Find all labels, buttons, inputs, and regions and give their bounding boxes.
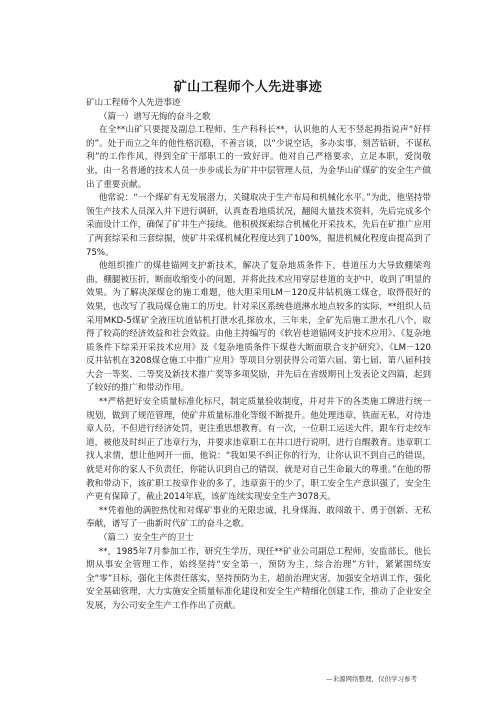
- paragraph: **凭着他的满腔热忱和对煤矿事业的无限忠诚，扎身煤海、敢闯敢干、勇于创新、无私奉献，谱写了一曲新时代矿工的奋斗之歌。: [86, 505, 431, 530]
- subtitle: 矿山工程师个人先进事迹: [86, 98, 181, 108]
- paragraph: **，1985年7月参加工作，研究生学历，现任**矿业公司副总工程师，安监部长。他长期从事安全管理工作，始终坚持“安全第一，预防为主，综合治理”方针，紧紧围绕安全“零”目标，强化主体责任落实，坚持预防为主，超前治理灾害，加强安全培训工作，强化安全基础管理，大力实施安全质量标准化建设和安全生产精细化创建工作，推动了企业安全发展，为公司安全生产工作作出了贡献。: [86, 546, 431, 611]
- paragraph: 他组织推广的煤巷锚网支护新技术，解决了复杂地质条件下，巷道压力大导致棚梁弯曲，棚腿被压折，断面收缩变小的问题，并将此技术应用穿层巷道的支护中，收到了明显的效果。为了解决深煤仓的施工难题，他大胆采用LM－120反井钻机施工煤仓，取得很好的效果，也改写了我局煤仓施工的历史。针对采区系统巷道淋水地点较多的实际，**组织人员采用MKD-5煤矿全液压坑道钻机打泄水孔探放水，三年来，全矿先后施工泄水孔八个，取得了较高的经济效益和社会效益。由他主持编写的《软岩巷道锚网支护技术应用》、《复杂地质条件下综采开采技术应用》及《复杂地质条件下煤巷大断面联合支护研究》、《LM－120反井钻机在3208煤仓施工中推广应用》等项目分别获得公司第六届、第七届、第八届科技大会一等奖、二等奖及新技术推广奖等多项奖励，并先后在省级期刊上发表论文四篇，起到了较好的推广和带动作用。: [86, 261, 431, 394]
- paragraph: **严格把好安全质量标准化标尺，制定质量验收制度，并对井下的各类施工牌进行统一规划，做到了规范管理，使矿井质量标准化等级不断提升。他处理违章，铁面无私，对待违章人员，不但进行经济处罚，更注重思想教育。有一次，一位职工运送大件，跟车行走绞车道，被他及时纠正了违章行为，并要求违章职工在井口进行说明，进行自醒教育。违章职工找人求情，想让他网开一面，他说：“我如果不纠正你的行为，让你认识不到自己的错误，就是对你的家人不负责任，你能认识到自己的错误，就是对自己生命最大的尊重。”在他的帮教和带动下，该矿职工按章作业的多了，违章蛮干的少了，职工安全生产意识强了，安全生产更有保障了，截止2014年底，该矿连续实现安全生产3078天。: [86, 397, 431, 503]
- document-body: [86, 97, 431, 614]
- section-heading-1: （篇一）谱写无悔的奋斗之歌: [98, 111, 211, 122]
- paragraph: 他常说：“一个煤矿有无发展潜力，关键取决于生产布局和机械化水平。”为此，他坚持带领生产技术人员深入井下进行调研，认真查看地质状况，翻阅大量技术资料，先后完成多个采面设计工作，确保了矿井生产接续。他积极探索综合机械化开采技术，先后在矿推广应用了两套综采和三套综掘，使矿井采煤机械化程度达到了100%，掘进机械化程度由提高到了75%。: [86, 193, 431, 258]
- section-heading-2: （篇二）安全生产的卫士: [98, 533, 194, 543]
- document-title: 矿山工程师个人先进事迹: [173, 80, 323, 95]
- footer-note: —来源网络整理，仅供学习参考: [326, 675, 417, 683]
- paragraph: 在全**山矿只要提及副总工程师、生产科科长**，认识他的人无不竖起拇指说声“好样的”。处于而立之年的他性格沉稳，不善言谈，以“少说空话，多办实事，刻苦钻研，不谋私利”的工作作风，得到全矿干部职工的一致好评。他对自己严格要求，立足本职，爱岗敬业，由一名普通的技术人员一步步成长为矿井中层管理人员，为金华山矿煤矿的安全生产做出了重要贡献。: [86, 125, 431, 190]
